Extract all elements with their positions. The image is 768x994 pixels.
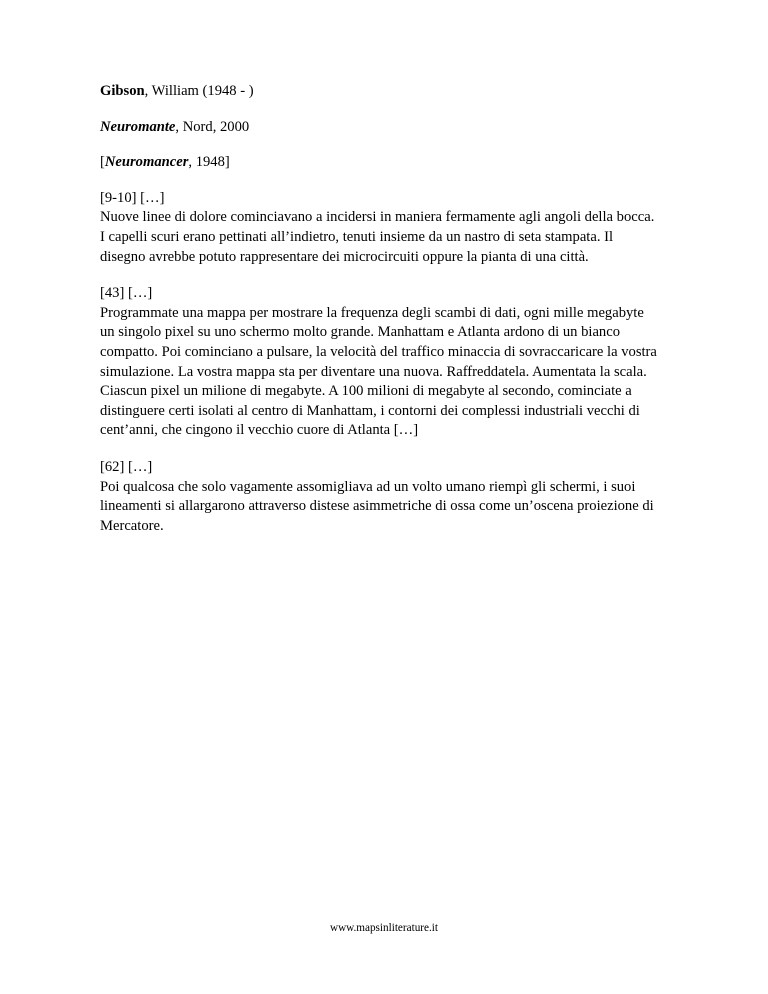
excerpt-ref: [9-10] […]: [100, 189, 165, 206]
excerpt-block: [100, 189, 660, 267]
excerpt-ref: [43] […]: [100, 285, 153, 302]
original-open-bracket: [: [100, 154, 105, 171]
excerpt-text: Nuove linee di dolore cominciavano a incidersi in maniera fermamente agli angoli della bocca. I capelli scuri erano pettinati all’indietro, tenuti insieme da un nastro di seta stampata. Il disegno avrebbe potuto rappresentare dei microcircuiti oppure la pianta di una città.: [100, 209, 655, 265]
document-body: [100, 82, 660, 553]
excerpt-text: Poi qualcosa che solo vagamente assomigliava ad un volto umano riempì gli schermi, i suoi lineamenti si allargarono attraverso distese asimmetriche di ossa come un’oscena proiezione di Mercatore.: [100, 478, 654, 534]
excerpt-block: [100, 458, 660, 536]
footer-url: www.mapsinliterature.it: [329, 922, 438, 934]
excerpt-text: Programmate una mappa per mostrare la frequenza degli scambi di dati, ogni mille megabyte un singolo pixel su uno schermo molto grande. Manhattam e Atlanta ardono di un bianco compatto. Poi cominciano a pulsare, la velocità del traffico minaccia di sovraccaricare la vostra simulazione. La vostra mappa sta per diventare una nuova. Raffreddatela. Aumentata la scala. Ciascun pixel un milione di megabyte. A 100 milioni di megabyte al secondo, cominciate a distinguere certi isolati al centro di Manhattam, i contorni dei complessi industriali vecchi di cent’anni, che cingono il vecchio cuore di Atlanta […]: [100, 304, 657, 439]
author-details: , William (1948 - ): [144, 83, 254, 99]
translation-title: Neuromante: [100, 118, 176, 135]
author-surname: Gibson: [100, 83, 145, 99]
original-details: , 1948]: [188, 154, 230, 171]
original-line: [100, 153, 660, 173]
author-line: [100, 82, 660, 102]
translation-details: , Nord, 2000: [175, 118, 250, 135]
original-title: Neuromancer: [104, 154, 189, 171]
translation-line: [100, 118, 660, 138]
excerpt-block: [100, 284, 660, 441]
excerpt-ref: [62] […]: [100, 458, 153, 475]
